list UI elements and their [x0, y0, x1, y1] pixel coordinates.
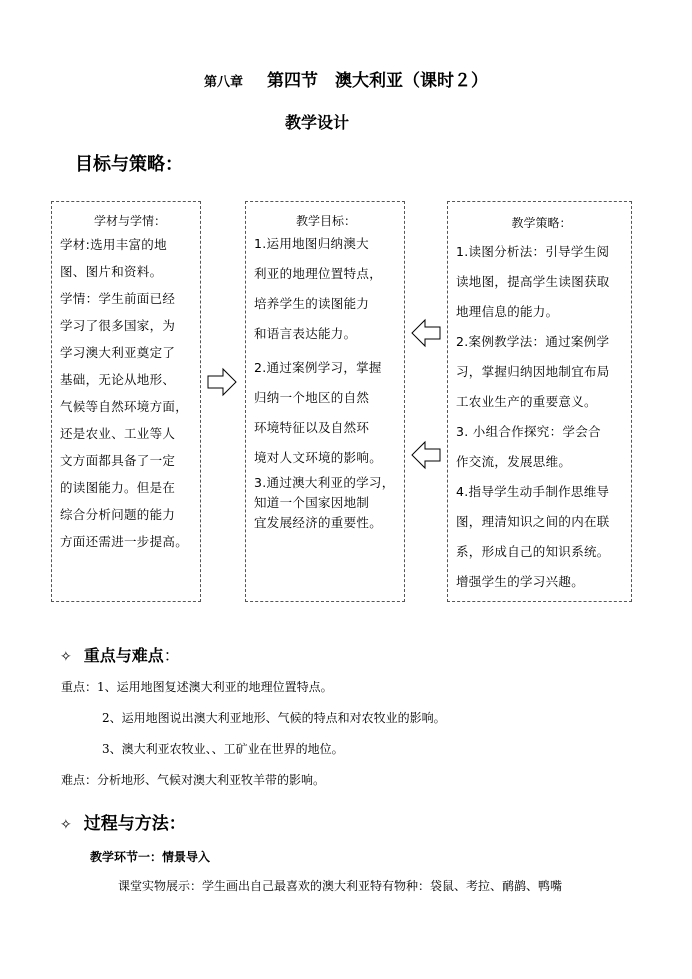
objective-line: 2.通过案例学习，掌握 — [254, 360, 382, 375]
arrow-left-icon — [411, 318, 441, 348]
arrow-left-icon — [411, 440, 441, 470]
strategy-line: 1.读图分析法：引导学生阅 — [456, 244, 610, 259]
strategy-line: 图，理清知识之间的内在联 — [456, 514, 610, 529]
materials-line: 还是农业、工业等人 — [60, 426, 176, 441]
materials-line: 综合分析问题的能力 — [60, 507, 176, 522]
process-title: 过程与方法： — [83, 814, 186, 834]
keypoint-line-1: 重点：1、运用地图复述澳大利亚的地理位置特点。 — [61, 680, 333, 694]
materials-line: 学习澳大利亚奠定了 — [60, 345, 176, 360]
objective-line: 利亚的地理位置特点， — [254, 266, 383, 281]
materials-line: 图、图片和资料。 — [60, 264, 163, 279]
materials-line: 学情：学生前面已经 — [60, 291, 176, 306]
keypoint-line-2: 2、运用地图说出澳大利亚地形、气候的特点和对农牧业的影响。 — [102, 711, 446, 725]
strategy-line: 3. 小组合作探究：学会合 — [456, 424, 601, 439]
keypoint-line-3: 3、澳大利亚农牧业、、工矿业在世界的地位。 — [102, 742, 344, 756]
keypoints-heading — [60, 643, 180, 666]
objective-2 — [254, 353, 398, 473]
strategy-line: 地理信息的能力。 — [456, 304, 559, 319]
objective-3 — [254, 473, 398, 533]
chapter-label: 第八章 — [203, 75, 243, 90]
strategy-line: 读地图，提高学生读图获取 — [456, 274, 610, 289]
strategy-line: 4.指导学生动手制作思维导 — [456, 484, 610, 499]
diamond-icon: ✧ — [60, 817, 72, 833]
strategy-line: 增强学生的学习兴趣。 — [456, 574, 585, 589]
objective-line: 宜发展经济的重要性。 — [254, 515, 383, 530]
materials-line: 学习了很多国家，为 — [60, 318, 176, 333]
strategies-text — [456, 237, 627, 597]
keypoints-title: 重点与难点 — [83, 646, 164, 665]
materials-line: 气候等自然环境方面， — [60, 399, 189, 414]
process-heading — [60, 809, 186, 834]
strategies-heading: 教学策略： — [511, 216, 572, 230]
materials-text — [60, 231, 200, 555]
objective-line: 归纳一个地区的自然 — [254, 390, 370, 405]
objectives-heading: 教学目标： — [295, 214, 356, 228]
document-subtitle: 教学设计 — [285, 113, 350, 132]
materials-line: 的读图能力。但是在 — [60, 480, 176, 495]
step-1-text: 课堂实物展示：学生画出自己最喜欢的澳大利亚特有物种：袋鼠、考拉、鸸鹋、鸭嘴 — [118, 879, 563, 893]
section-title: 第四节 澳大利亚（课时２） — [267, 71, 488, 91]
difficulty-line: 难点：分析地形、气候对澳大利亚牧羊带的影响。 — [61, 773, 326, 787]
materials-line: 学材:选用丰富的地 — [60, 237, 167, 252]
objective-line: 和语言表达能力。 — [254, 326, 357, 341]
objective-line: 1.运用地图归纳澳大 — [254, 236, 369, 251]
objective-line: 境对人文环境的影响。 — [254, 450, 383, 465]
arrow-right-icon — [207, 367, 237, 397]
strategy-line: 习，掌握归纳因地制宜布局 — [456, 364, 610, 379]
strategy-line: 2.案例教学法：通过案例学 — [456, 334, 610, 349]
diamond-icon: ✧ — [60, 649, 72, 665]
strategies-box — [447, 201, 632, 602]
materials-heading: 学材与学情： — [93, 214, 166, 228]
materials-line: 文方面都具备了一定 — [60, 453, 176, 468]
objective-line: 环境特征以及自然环 — [254, 420, 370, 435]
materials-line: 基础，无论从地形、 — [60, 372, 176, 387]
strategy-line: 工农业生产的重要意义。 — [456, 394, 597, 409]
objective-line: 3.通过澳大利亚的学习， — [254, 475, 395, 490]
objective-line: 培养学生的读图能力 — [254, 296, 370, 311]
step-1-label: 教学环节一：情景导入 — [90, 850, 211, 864]
materials-line: 方面还需进一步提高。 — [60, 534, 189, 549]
goals-heading: 目标与策略： — [75, 154, 183, 175]
document-title — [0, 66, 692, 91]
strategy-line: 作交流，发展思维。 — [456, 454, 572, 469]
objectives-box — [245, 201, 405, 602]
keypoints-colon: ： — [163, 646, 180, 665]
strategy-line: 系，形成自己的知识系统。 — [456, 544, 610, 559]
objective-1 — [254, 229, 398, 349]
materials-box — [51, 201, 201, 602]
objective-line: 知道一个国家因地制 — [254, 495, 370, 510]
